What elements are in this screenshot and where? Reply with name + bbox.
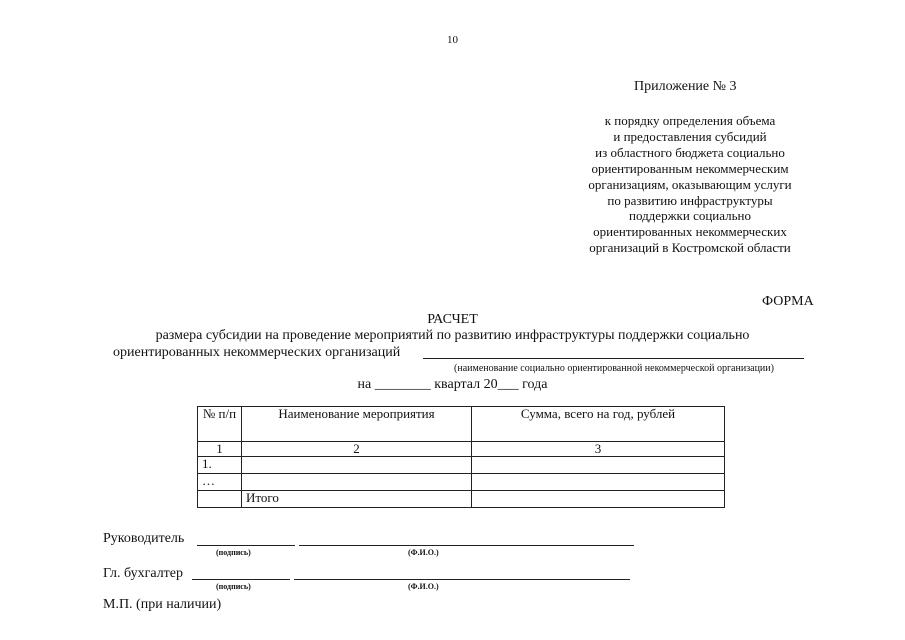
appendix-line: к порядку определения объема [604,113,776,128]
appendix-line: организаций в Костромской области [589,240,791,256]
accountant-label: Гл. бухгалтер [103,566,184,581]
row-event-name[interactable] [242,457,472,474]
director-label: Руководитель [103,531,185,546]
table-header-row [198,407,725,442]
appendix-line: поддержки социально [628,208,752,224]
calculation-title: РАСЧЕТ [427,312,478,327]
header-sum: Сумма, всего на год, рублей [472,407,725,442]
row-sum[interactable] [472,457,725,474]
accountant-name-hint: (Ф.И.О.) [408,582,439,591]
director-name-line[interactable] [299,545,634,546]
row-event-name[interactable] [242,474,472,491]
table-total-row [198,491,725,508]
header-number: № п/п [198,407,242,442]
appendix-line: по развитию инфраструктуры [607,192,773,208]
page-number: 10 [447,34,458,46]
row-sum[interactable] [472,474,725,491]
appendix-description [560,113,820,256]
calculation-subtitle-line2: ориентированных некоммерческих организаций [113,345,401,360]
table-row [198,474,725,491]
director-name-hint: (Ф.И.О.) [408,548,439,557]
column-number: 1 [198,442,242,457]
director-signature-hint: (подпись) [216,548,251,557]
period-line: на ________ квартал 20___ года [357,377,548,392]
appendix-line: организациям, оказывающим услуги [588,176,792,192]
appendix-title: Приложение № 3 [634,79,737,94]
accountant-name-line[interactable] [294,579,630,580]
column-number: 2 [242,442,472,457]
header-event-name: Наименование мероприятия [242,407,472,442]
accountant-signature-line[interactable] [192,579,290,580]
row-number: … [198,474,242,491]
appendix-line: ориентированным некоммерческим [591,160,789,176]
stamp-label: М.П. (при наличии) [103,597,222,612]
total-label: Итого [242,491,472,508]
director-signature-line[interactable] [197,545,295,546]
organization-name-hint: (наименование социально ориентированной некоммерческой организации) [454,363,774,374]
row-number: 1. [198,457,242,474]
appendix-line: и предоставления субсидий [613,128,767,144]
calculation-subtitle-line1: размера субсидии на проведение мероприятий по развитию инфраструктуры поддержки социально [155,328,750,343]
row-number [198,491,242,508]
table-column-numbers-row [198,442,725,457]
appendix-line: из областного бюджета социально [595,144,785,160]
total-sum[interactable] [472,491,725,508]
table-row [198,457,725,474]
form-label: ФОРМА [762,294,814,309]
column-number: 3 [472,442,725,457]
accountant-signature-hint: (подпись) [216,582,251,591]
organization-name-blank[interactable] [423,358,804,359]
calculation-table [197,406,725,508]
appendix-line: ориентированных некоммерческих [593,224,787,240]
